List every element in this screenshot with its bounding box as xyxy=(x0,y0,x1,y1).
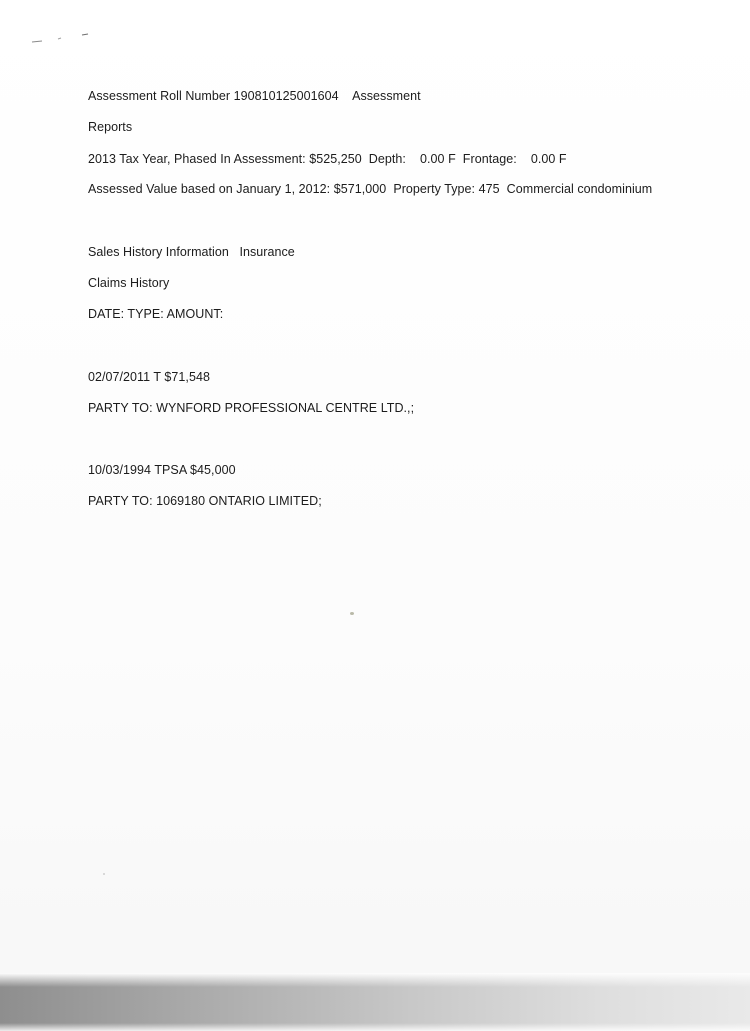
sale-record-1: 02/07/2011 T $71,548 xyxy=(88,370,210,384)
scan-bottom-edge xyxy=(0,973,750,1031)
sale-party-1: PARTY TO: WYNFORD PROFESSIONAL CENTRE LTD.,; xyxy=(88,401,415,415)
sale-party-2: PARTY TO: 1069180 ONTARIO LIMITED; xyxy=(88,494,322,508)
reports-line: Reports xyxy=(88,120,133,134)
scan-artifact-marks xyxy=(30,30,100,46)
column-header-line: DATE: TYPE: AMOUNT: xyxy=(88,307,224,321)
paper-speck xyxy=(350,612,354,615)
claims-history-line: Claims History xyxy=(88,276,170,290)
paper-speck xyxy=(103,873,105,875)
sale-record-2: 10/03/1994 TPSA $45,000 xyxy=(88,463,236,477)
assessed-value-line: Assessed Value based on January 1, 2012: $571,000 Property Type: 475 Commercial condominium xyxy=(88,182,653,196)
sales-history-line: Sales History Information Insurance xyxy=(88,245,295,259)
tax-year-line: 2013 Tax Year, Phased In Assessment: $525,250 Depth: 0.00 F Frontage: 0.00 F xyxy=(88,152,567,166)
assessment-roll-line: Assessment Roll Number 190810125001604 Assessment xyxy=(88,89,421,103)
